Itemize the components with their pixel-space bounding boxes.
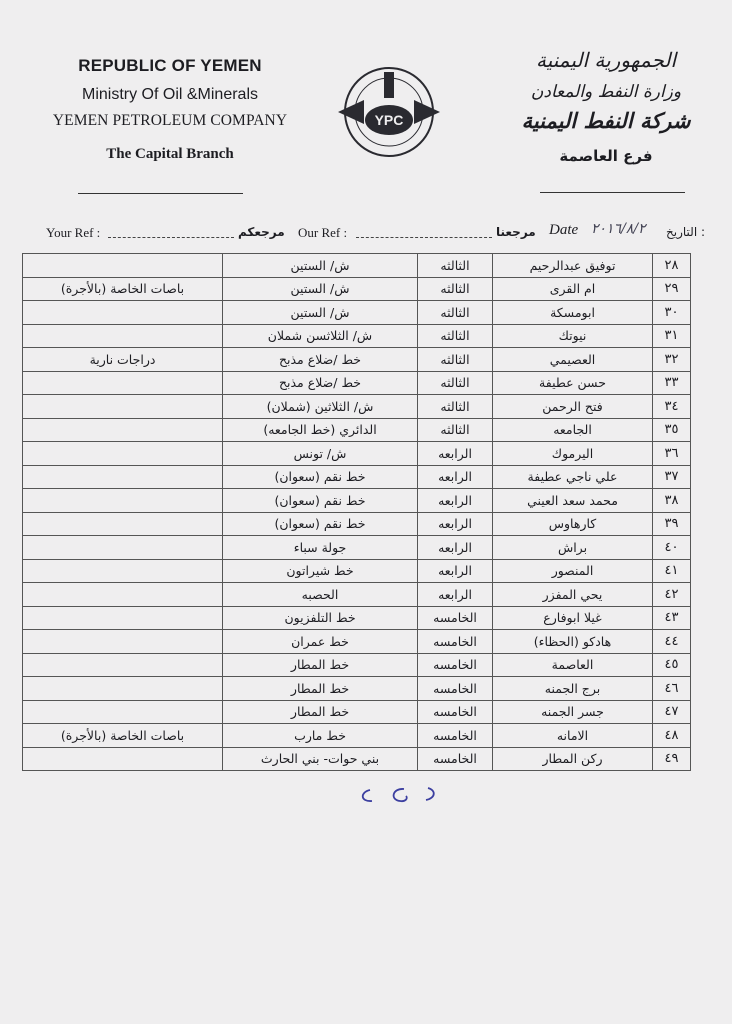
station-name-cell: هادكو (الحظاء) — [493, 630, 653, 654]
row-note-cell: باصات الخاصة (بالأجرة) — [23, 724, 223, 748]
ypc-logo — [330, 62, 448, 162]
zone-name-cell: الخامسه — [418, 630, 493, 654]
branch-name-en: The Capital Branch — [106, 146, 234, 162]
row-note-cell — [23, 653, 223, 677]
your-ref-label-ar: مرجعكم — [238, 225, 285, 239]
row-note-cell — [23, 371, 223, 395]
table-row — [23, 254, 691, 278]
street-name-cell: خط عمران — [223, 630, 418, 654]
row-number-cell: ٤٣ — [653, 606, 691, 630]
street-name-cell: الدائري (خط الجامعه) — [223, 418, 418, 442]
table-row — [23, 653, 691, 677]
table-row — [23, 606, 691, 630]
row-number-cell: ٢٩ — [653, 277, 691, 301]
table-row — [23, 489, 691, 513]
row-note-cell: دراجات نارية — [23, 348, 223, 372]
street-name-cell: خط نقم (سعوان) — [223, 512, 418, 536]
table-row — [23, 418, 691, 442]
station-name-cell: غيلا ابوفارع — [493, 606, 653, 630]
row-note-cell — [23, 442, 223, 466]
zone-name-cell: الرابعه — [418, 465, 493, 489]
table-row — [23, 301, 691, 325]
zone-name-cell: الخامسه — [418, 653, 493, 677]
stations-table — [22, 253, 691, 771]
zone-name-cell: الثالثه — [418, 324, 493, 348]
reference-line — [46, 222, 716, 244]
row-note-cell — [23, 324, 223, 348]
zone-name-cell: الخامسه — [418, 677, 493, 701]
row-number-cell: ٢٨ — [653, 254, 691, 278]
row-number-cell: ٣٥ — [653, 418, 691, 442]
table-row — [23, 348, 691, 372]
table-row — [23, 700, 691, 724]
row-number-cell: ٣٧ — [653, 465, 691, 489]
zone-name-cell: الرابعه — [418, 489, 493, 513]
table-row — [23, 536, 691, 560]
our-ref-label-ar: مرجعنا — [496, 225, 536, 239]
your-ref-label: Your Ref : — [46, 225, 101, 240]
station-name-cell: ابومسكة — [493, 301, 653, 325]
row-number-cell: ٣٠ — [653, 301, 691, 325]
table-row — [23, 747, 691, 771]
row-note-cell — [23, 630, 223, 654]
street-name-cell: الحصبه — [223, 583, 418, 607]
row-note-cell — [23, 254, 223, 278]
street-name-cell: خط نقم (سعوان) — [223, 465, 418, 489]
row-note-cell — [23, 395, 223, 419]
date-label-ar: التاريخ : — [666, 225, 706, 239]
row-note-cell — [23, 489, 223, 513]
table-row — [23, 677, 691, 701]
row-note-cell — [23, 583, 223, 607]
row-note-cell — [23, 700, 223, 724]
street-name-cell: ش/ الستين — [223, 301, 418, 325]
station-name-cell: فتح الرحمن — [493, 395, 653, 419]
table-row — [23, 630, 691, 654]
street-name-cell: خط /ضلاع مذبح — [223, 348, 418, 372]
station-name-cell: نيوتك — [493, 324, 653, 348]
station-name-cell: محمد سعد العيني — [493, 489, 653, 513]
street-name-cell: ش/ الثلاثين (شملان) — [223, 395, 418, 419]
company-name-ar: شركة النفط اليمنية — [521, 108, 691, 133]
station-name-cell: يحي المفزر — [493, 583, 653, 607]
arabic-letterhead — [506, 48, 706, 165]
zone-name-cell: الثالثه — [418, 371, 493, 395]
en-branch-underline — [78, 193, 243, 194]
street-name-cell: خط شيراتون — [223, 559, 418, 583]
street-name-cell: خط المطار — [223, 700, 418, 724]
logo-text: YPC — [374, 112, 404, 128]
station-name-cell: حسن عطيفة — [493, 371, 653, 395]
street-name-cell: خط التلفزيون — [223, 606, 418, 630]
street-name-cell: خط /ضلاع مذبح — [223, 371, 418, 395]
row-number-cell: ٣٨ — [653, 489, 691, 513]
zone-name-cell: الثالثه — [418, 254, 493, 278]
row-number-cell: ٤٢ — [653, 583, 691, 607]
row-note-cell — [23, 536, 223, 560]
station-name-cell: المنصور — [493, 559, 653, 583]
row-number-cell: ٣١ — [653, 324, 691, 348]
row-number-cell: ٣٢ — [653, 348, 691, 372]
zone-name-cell: الرابعه — [418, 442, 493, 466]
street-name-cell: ش/ الثلاثسن شملان — [223, 324, 418, 348]
table-row — [23, 559, 691, 583]
station-name-cell: توفيق عبدالرحيم — [493, 254, 653, 278]
row-number-cell: ٣٦ — [653, 442, 691, 466]
station-name-cell: كارهاوس — [493, 512, 653, 536]
street-name-cell: خط المطار — [223, 653, 418, 677]
zone-name-cell: الخامسه — [418, 724, 493, 748]
english-letterhead — [40, 56, 300, 163]
zone-name-cell: الرابعه — [418, 536, 493, 560]
branch-name-ar: فرع العاصمة — [559, 147, 653, 165]
row-note-cell — [23, 512, 223, 536]
street-name-cell: ش/ الستين — [223, 277, 418, 301]
table-row — [23, 724, 691, 748]
zone-name-cell: الثالثه — [418, 301, 493, 325]
zone-name-cell: الخامسه — [418, 700, 493, 724]
street-name-cell: ش/ تونس — [223, 442, 418, 466]
row-number-cell: ٤٥ — [653, 653, 691, 677]
zone-name-cell: الخامسه — [418, 606, 493, 630]
station-name-cell: ام القرى — [493, 277, 653, 301]
row-note-cell — [23, 418, 223, 442]
row-note-cell — [23, 747, 223, 771]
row-number-cell: ٣٣ — [653, 371, 691, 395]
street-name-cell: بني حوات- بني الحارث — [223, 747, 418, 771]
zone-name-cell: الثالثه — [418, 418, 493, 442]
table-row — [23, 465, 691, 489]
station-name-cell: جسر الجمنه — [493, 700, 653, 724]
company-name-en: YEMEN PETROLEUM COMPANY — [52, 112, 288, 129]
row-note-cell — [23, 465, 223, 489]
country-name-en: REPUBLIC OF YEMEN — [78, 56, 262, 75]
station-name-cell: برج الجمنه — [493, 677, 653, 701]
ministry-name-ar: وزارة النفط والمعادن — [530, 82, 682, 102]
row-note-cell — [23, 559, 223, 583]
table-row — [23, 371, 691, 395]
station-name-cell: براش — [493, 536, 653, 560]
zone-name-cell: الثالثه — [418, 277, 493, 301]
row-note-cell: باصات الخاصة (بالأجرة) — [23, 277, 223, 301]
table-row — [23, 395, 691, 419]
row-number-cell: ٤٧ — [653, 700, 691, 724]
zone-name-cell: الرابعه — [418, 559, 493, 583]
row-note-cell — [23, 677, 223, 701]
our-ref-blank — [356, 237, 492, 238]
date-label: Date — [549, 222, 579, 238]
street-name-cell: جولة سباء — [223, 536, 418, 560]
row-number-cell: ٤٨ — [653, 724, 691, 748]
row-note-cell — [23, 301, 223, 325]
station-name-cell: الجامعه — [493, 418, 653, 442]
page-number-mark — [356, 782, 446, 808]
street-name-cell: خط المطار — [223, 677, 418, 701]
street-name-cell: خط مارب — [223, 724, 418, 748]
table-row — [23, 512, 691, 536]
street-name-cell: ش/ الستين — [223, 254, 418, 278]
table-row — [23, 324, 691, 348]
our-ref-label: Our Ref : — [298, 225, 348, 240]
date-value: ٢٠١٦/٨/٢ — [591, 221, 646, 237]
station-name-cell: علي ناجي عطيفة — [493, 465, 653, 489]
zone-name-cell: الخامسه — [418, 747, 493, 771]
ar-branch-underline — [540, 192, 685, 193]
your-ref-blank — [108, 237, 234, 238]
station-name-cell: العصيمي — [493, 348, 653, 372]
table-row — [23, 277, 691, 301]
row-number-cell: ٤٩ — [653, 747, 691, 771]
row-number-cell: ٤١ — [653, 559, 691, 583]
row-number-cell: ٤٦ — [653, 677, 691, 701]
zone-name-cell: الثالثه — [418, 395, 493, 419]
station-name-cell: ركن المطار — [493, 747, 653, 771]
row-number-cell: ٣٩ — [653, 512, 691, 536]
table-row — [23, 442, 691, 466]
street-name-cell: خط نقم (سعوان) — [223, 489, 418, 513]
ministry-name-en: Ministry Of Oil &Minerals — [81, 86, 259, 103]
row-number-cell: ٤٤ — [653, 630, 691, 654]
row-note-cell — [23, 606, 223, 630]
zone-name-cell: الرابعه — [418, 583, 493, 607]
zone-name-cell: الرابعه — [418, 512, 493, 536]
station-name-cell: اليرموك — [493, 442, 653, 466]
station-name-cell: العاصمة — [493, 653, 653, 677]
country-name-ar: الجمهورية اليمنية — [535, 48, 677, 72]
row-number-cell: ٣٤ — [653, 395, 691, 419]
station-name-cell: الامانه — [493, 724, 653, 748]
table-row — [23, 583, 691, 607]
row-number-cell: ٤٠ — [653, 536, 691, 560]
zone-name-cell: الثالثه — [418, 348, 493, 372]
